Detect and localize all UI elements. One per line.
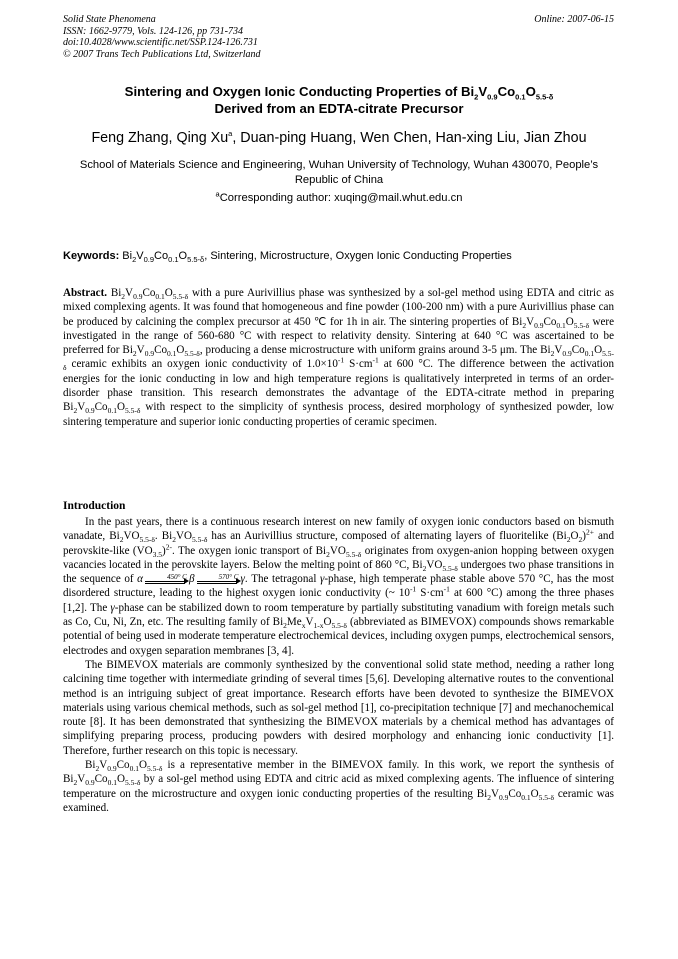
intro-paragraph-3: $Bi_2V_{0.9}Co_{0.1}O_{5.5-\delta}$ is a representative member in the BIMEVOX family. In this work, we report the synthesis of $Bi_2V_{0.9}Co_{0.1}O_{5.5-\delta}$ by a sol-gel method using EDTA and citric acid as mixed complexing agents. The influence of sintering temperature on the microstructure and oxygen ionic conducting properties of the resulting $Bi_2V_{0.9}Co_{0.1}O_{5.5-\delta}$ ceramic was examined.	[63, 759, 614, 814]
intro-paragraph-2: The BIMEVOX materials are commonly synthesized by the conventional solid state method, needing a rather long calcining time together with intermediate grinding of several times [5,6]. Developing alternative routes to the conventional method is an intriguing subject of great importance. Research efforts have been devoted to synthesize the BIMEVOX materials using various chemical methods, such as sol-gel method [1], co-precipitation technique [7] and mechanochemical route [8]. It has been demonstrated that synthesizing the BIMEVOX materials by a chemical method has advantages of simplifying preparing process, producing powders with desired morphology and enhancing ionic conductivity [1]. Therefore, further research on this topic is necessary.	[63, 658, 614, 757]
keywords-label: Keywords:	[63, 250, 120, 262]
author-list: Feng Zhang, Qing Xu$^a$, Duan-ping Huang, Wen Chen, Han-xing Liu, Jian Zhou	[91, 129, 587, 146]
transition-arrow-icon: 450° C	[143, 575, 189, 585]
journal-header	[63, 14, 261, 60]
keywords: Keywords: $Bi_2V_{0.9}Co_{0.1}O_{5.5-\delta}$, Sintering, Microstructure, Oxygen Ionic Conducting Properties	[63, 250, 512, 265]
introduction-heading: Introduction	[63, 500, 126, 512]
online-date: Online: 2007-06-15	[534, 14, 614, 25]
title-part-2: Derived from an EDTA-citrate Precursor	[214, 101, 464, 116]
affiliation: School of Materials Science and Engineering, Wuhan University of Technology, Wuhan 430070, People’s Republic of China	[79, 159, 599, 186]
transition-arrow-icon: 570° C	[195, 575, 241, 585]
title-part-1: Sintering and Oxygen Ionic Conducting Properties of	[124, 84, 461, 99]
doi-line: doi:10.4028/www.scientific.net/SSP.124-126.731	[63, 37, 258, 48]
introduction-body	[63, 515, 614, 815]
issn-line: ISSN: 1662-9779, Vols. 124-126, pp 731-734	[63, 25, 243, 37]
copyright-line: © 2007 Trans Tech Publications Ltd, Switzerland	[63, 48, 261, 60]
abstract-label: Abstract.	[63, 287, 108, 299]
paper-title: Sintering and Oxygen Ionic Conducting Properties of $Bi_2V_{0.9}Co_{0.1}O_{5.5-\delta}$ Derived from an EDTA-citrate Precursor	[124, 84, 554, 116]
abstract: Abstract. $Bi_2V_{0.9}Co_{0.1}O_{5.5-\delta}$ with a pure Aurivillius phase was synthesized by a sol-gel method using EDTA and citric as mixed complexing agents. It was found that homogeneous and fine powder (100-200 nm) with a pure Aurivillius phase can be produced by calcining the complex precursor at 450 ℃ for 1h in air. The sintering properties of $Bi_2V_{0.9}Co_{0.1}O_{5.5-\delta}$ were investigated in the range of 560-680 °C with respect to relativity density. Sintering at 640 °C was ascertained to be preferred for $Bi_2V_{0.9}Co_{0.1}O_{5.5-\delta}$, producing a dense microstructure with uniform grains around 3-5 μm. The $Bi_2V_{0.9}Co_{0.1}O_{5.5-\delta}$ ceramic exhibits an oxygen ionic conductivity of $1.0\times 10^{-1}$ $S\cdot cm^{-1}$ at 600 °C. The difference between the activation energies for the ionic conducting in low and high temperature regions is qualitatively interpreted in terms of an order-disorder phase transition. This research demonstrates the advantage of the EDTA-citrate method in preparing $Bi_2V_{0.9}Co_{0.1}O_{5.5-\delta}$ with respect to the simplicity of synthesis process, desired morphology of synthesized powder, low sintering temperature and superior ionic conducting properties of ceramic specimen.	[63, 287, 615, 428]
intro-paragraph-1: In the past years, there is a continuous research interest on new family of oxygen ionic conductors based on bismuth vanadate, $Bi_2VO_{5.5-\delta}$. $Bi_2VO_{5.5-\delta}$ has an Aurivillius structure, composed of alternating layers of fluoritelike $(Bi_2O_2)^{2+}$ and perovskite-like $(VO_{3.5})^{2-}$. The oxygen ionic transport of $Bi_2VO_{5.5-\delta}$ originates from oxygen-anion hopping between oxygen vacancies located in the perovskite layers. Below the melting point of 860 °C, $Bi_2VO_{5.5-\delta}$ undergoes two phase transitions in the sequence of α 450° C β 570° C γ. The tetragonal γ-phase, high temperate phase stable above 570 °C, has the most disordered structure, leading to the highest oxygen ionic conductivity (~ $10^{-1}$ $S\cdot cm^{-1}$ at 600 °C) among the three phases [1,2]. The γ-phase can be stabilized down to room temperature by partially substituting vanadium with foreign metals such as Co, Cu, Ni, Zn, etc. The resulting family of $Bi_2Me_xV_{1-x}O_{5.5-\delta}$ (abbreviated as BIMEVOX) compounds shows remarkable potential of being used in moderate temperature electrochemical devices, including oxygen pumps, electrochemical sensors, electrodes and oxygen separation membranes [3, 4].	[63, 516, 615, 657]
corresponding-author: $^a$Corresponding author: xuqing@mail.whut.edu.cn	[215, 189, 463, 204]
journal-name: Solid State Phenomena	[63, 14, 156, 25]
